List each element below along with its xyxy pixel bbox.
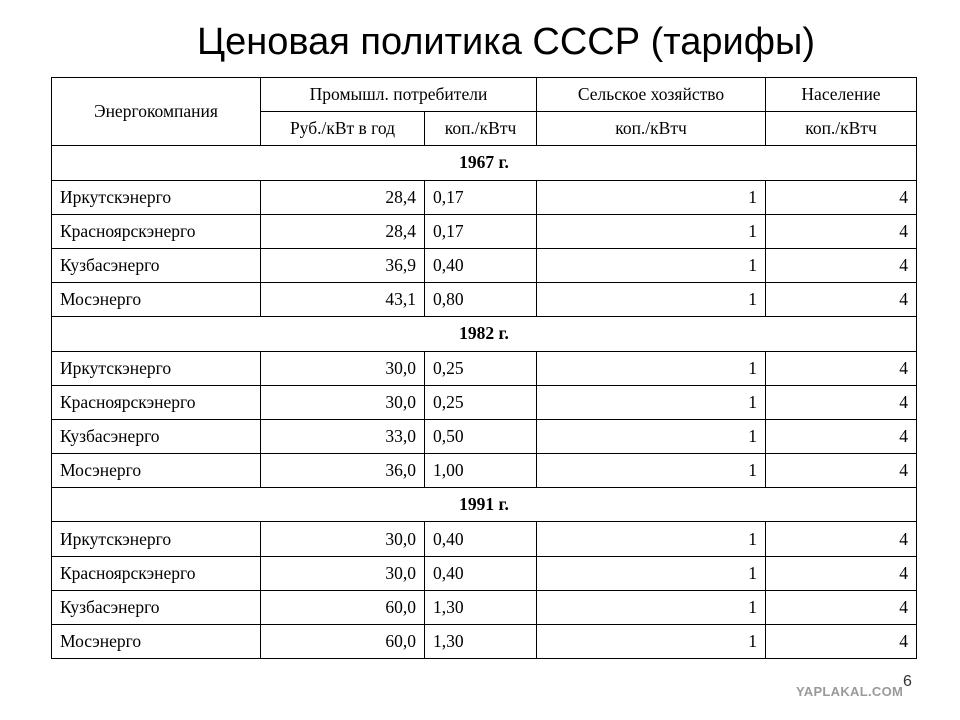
company-name-cell: Мосэнерго — [52, 283, 261, 317]
industrial-kop-cell: 0,17 — [425, 180, 537, 214]
company-name-cell: Кузбасэнерго — [52, 590, 261, 624]
population-kop-cell: 4 — [766, 385, 917, 419]
page-title: Ценовая политика СССР (тарифы) — [196, 21, 816, 63]
header-row-1 — [52, 78, 917, 112]
industrial-kop-cell: 0,50 — [425, 419, 537, 453]
industrial-kop-cell: 0,25 — [425, 351, 537, 385]
year-label: 1982 г. — [52, 317, 917, 351]
year-row — [52, 488, 917, 522]
table-row — [52, 351, 917, 385]
company-name-cell: Мосэнерго — [52, 625, 261, 659]
table-row — [52, 248, 917, 282]
agriculture-kop-cell: 1 — [537, 590, 766, 624]
agriculture-kop-cell: 1 — [537, 419, 766, 453]
rub-per-kw-cell: 30,0 — [261, 556, 425, 590]
company-name-cell: Красноярскэнерго — [52, 214, 261, 248]
rub-per-kw-cell: 30,0 — [261, 385, 425, 419]
table-row — [52, 283, 917, 317]
rub-per-kw-cell: 30,0 — [261, 522, 425, 556]
population-kop-cell: 4 — [766, 522, 917, 556]
header-unit-kop-population: коп./кВтч — [766, 112, 917, 146]
population-kop-cell: 4 — [766, 283, 917, 317]
industrial-kop-cell: 0,17 — [425, 214, 537, 248]
industrial-kop-cell: 0,40 — [425, 522, 537, 556]
rub-per-kw-cell: 36,0 — [261, 454, 425, 488]
header-company: Энергокомпания — [52, 78, 261, 146]
company-name-cell: Красноярскэнерго — [52, 385, 261, 419]
company-name-cell: Иркутскэнерго — [52, 180, 261, 214]
company-name-cell: Мосэнерго — [52, 454, 261, 488]
header-unit-kop-agriculture: коп./кВтч — [537, 112, 766, 146]
tariff-table — [51, 77, 917, 659]
company-name-cell: Красноярскэнерго — [52, 556, 261, 590]
header-unit-kop-industrial: коп./кВтч — [425, 112, 537, 146]
company-name-cell: Иркутскэнерго — [52, 351, 261, 385]
year-row — [52, 146, 917, 180]
population-kop-cell: 4 — [766, 419, 917, 453]
table-row — [52, 419, 917, 453]
agriculture-kop-cell: 1 — [537, 625, 766, 659]
table-row — [52, 454, 917, 488]
population-kop-cell: 4 — [766, 180, 917, 214]
industrial-kop-cell: 0,80 — [425, 283, 537, 317]
industrial-kop-cell: 1,30 — [425, 625, 537, 659]
agriculture-kop-cell: 1 — [537, 351, 766, 385]
rub-per-kw-cell: 60,0 — [261, 625, 425, 659]
agriculture-kop-cell: 1 — [537, 556, 766, 590]
page-number: 6 — [903, 673, 912, 690]
agriculture-kop-cell: 1 — [537, 214, 766, 248]
agriculture-kop-cell: 1 — [537, 283, 766, 317]
population-kop-cell: 4 — [766, 351, 917, 385]
header-unit-rub: Руб./кВт в год — [261, 112, 425, 146]
industrial-kop-cell: 1,00 — [425, 454, 537, 488]
agriculture-kop-cell: 1 — [537, 248, 766, 282]
rub-per-kw-cell: 30,0 — [261, 351, 425, 385]
year-label: 1991 г. — [52, 488, 917, 522]
agriculture-kop-cell: 1 — [537, 385, 766, 419]
rub-per-kw-cell: 43,1 — [261, 283, 425, 317]
table-row — [52, 522, 917, 556]
company-name-cell: Кузбасэнерго — [52, 248, 261, 282]
industrial-kop-cell: 0,40 — [425, 556, 537, 590]
header-agriculture: Сельское хозяйство — [537, 78, 766, 112]
rub-per-kw-cell: 36,9 — [261, 248, 425, 282]
industrial-kop-cell: 1,30 — [425, 590, 537, 624]
rub-per-kw-cell: 60,0 — [261, 590, 425, 624]
agriculture-kop-cell: 1 — [537, 522, 766, 556]
population-kop-cell: 4 — [766, 214, 917, 248]
table-row — [52, 180, 917, 214]
population-kop-cell: 4 — [766, 590, 917, 624]
header-industrial: Промышл. потребители — [261, 78, 537, 112]
watermark: YAPLAKAL.COM — [796, 684, 904, 699]
agriculture-kop-cell: 1 — [537, 454, 766, 488]
year-row — [52, 317, 917, 351]
population-kop-cell: 4 — [766, 248, 917, 282]
agriculture-kop-cell: 1 — [537, 180, 766, 214]
header-population: Население — [766, 78, 917, 112]
rub-per-kw-cell: 28,4 — [261, 214, 425, 248]
industrial-kop-cell: 0,40 — [425, 248, 537, 282]
industrial-kop-cell: 0,25 — [425, 385, 537, 419]
table-row — [52, 590, 917, 624]
company-name-cell: Иркутскэнерго — [52, 522, 261, 556]
table-row — [52, 556, 917, 590]
rub-per-kw-cell: 28,4 — [261, 180, 425, 214]
table-row — [52, 625, 917, 659]
population-kop-cell: 4 — [766, 556, 917, 590]
table-row — [52, 385, 917, 419]
company-name-cell: Кузбасэнерго — [52, 419, 261, 453]
table-row — [52, 214, 917, 248]
rub-per-kw-cell: 33,0 — [261, 419, 425, 453]
population-kop-cell: 4 — [766, 625, 917, 659]
year-label: 1967 г. — [52, 146, 917, 180]
population-kop-cell: 4 — [766, 454, 917, 488]
